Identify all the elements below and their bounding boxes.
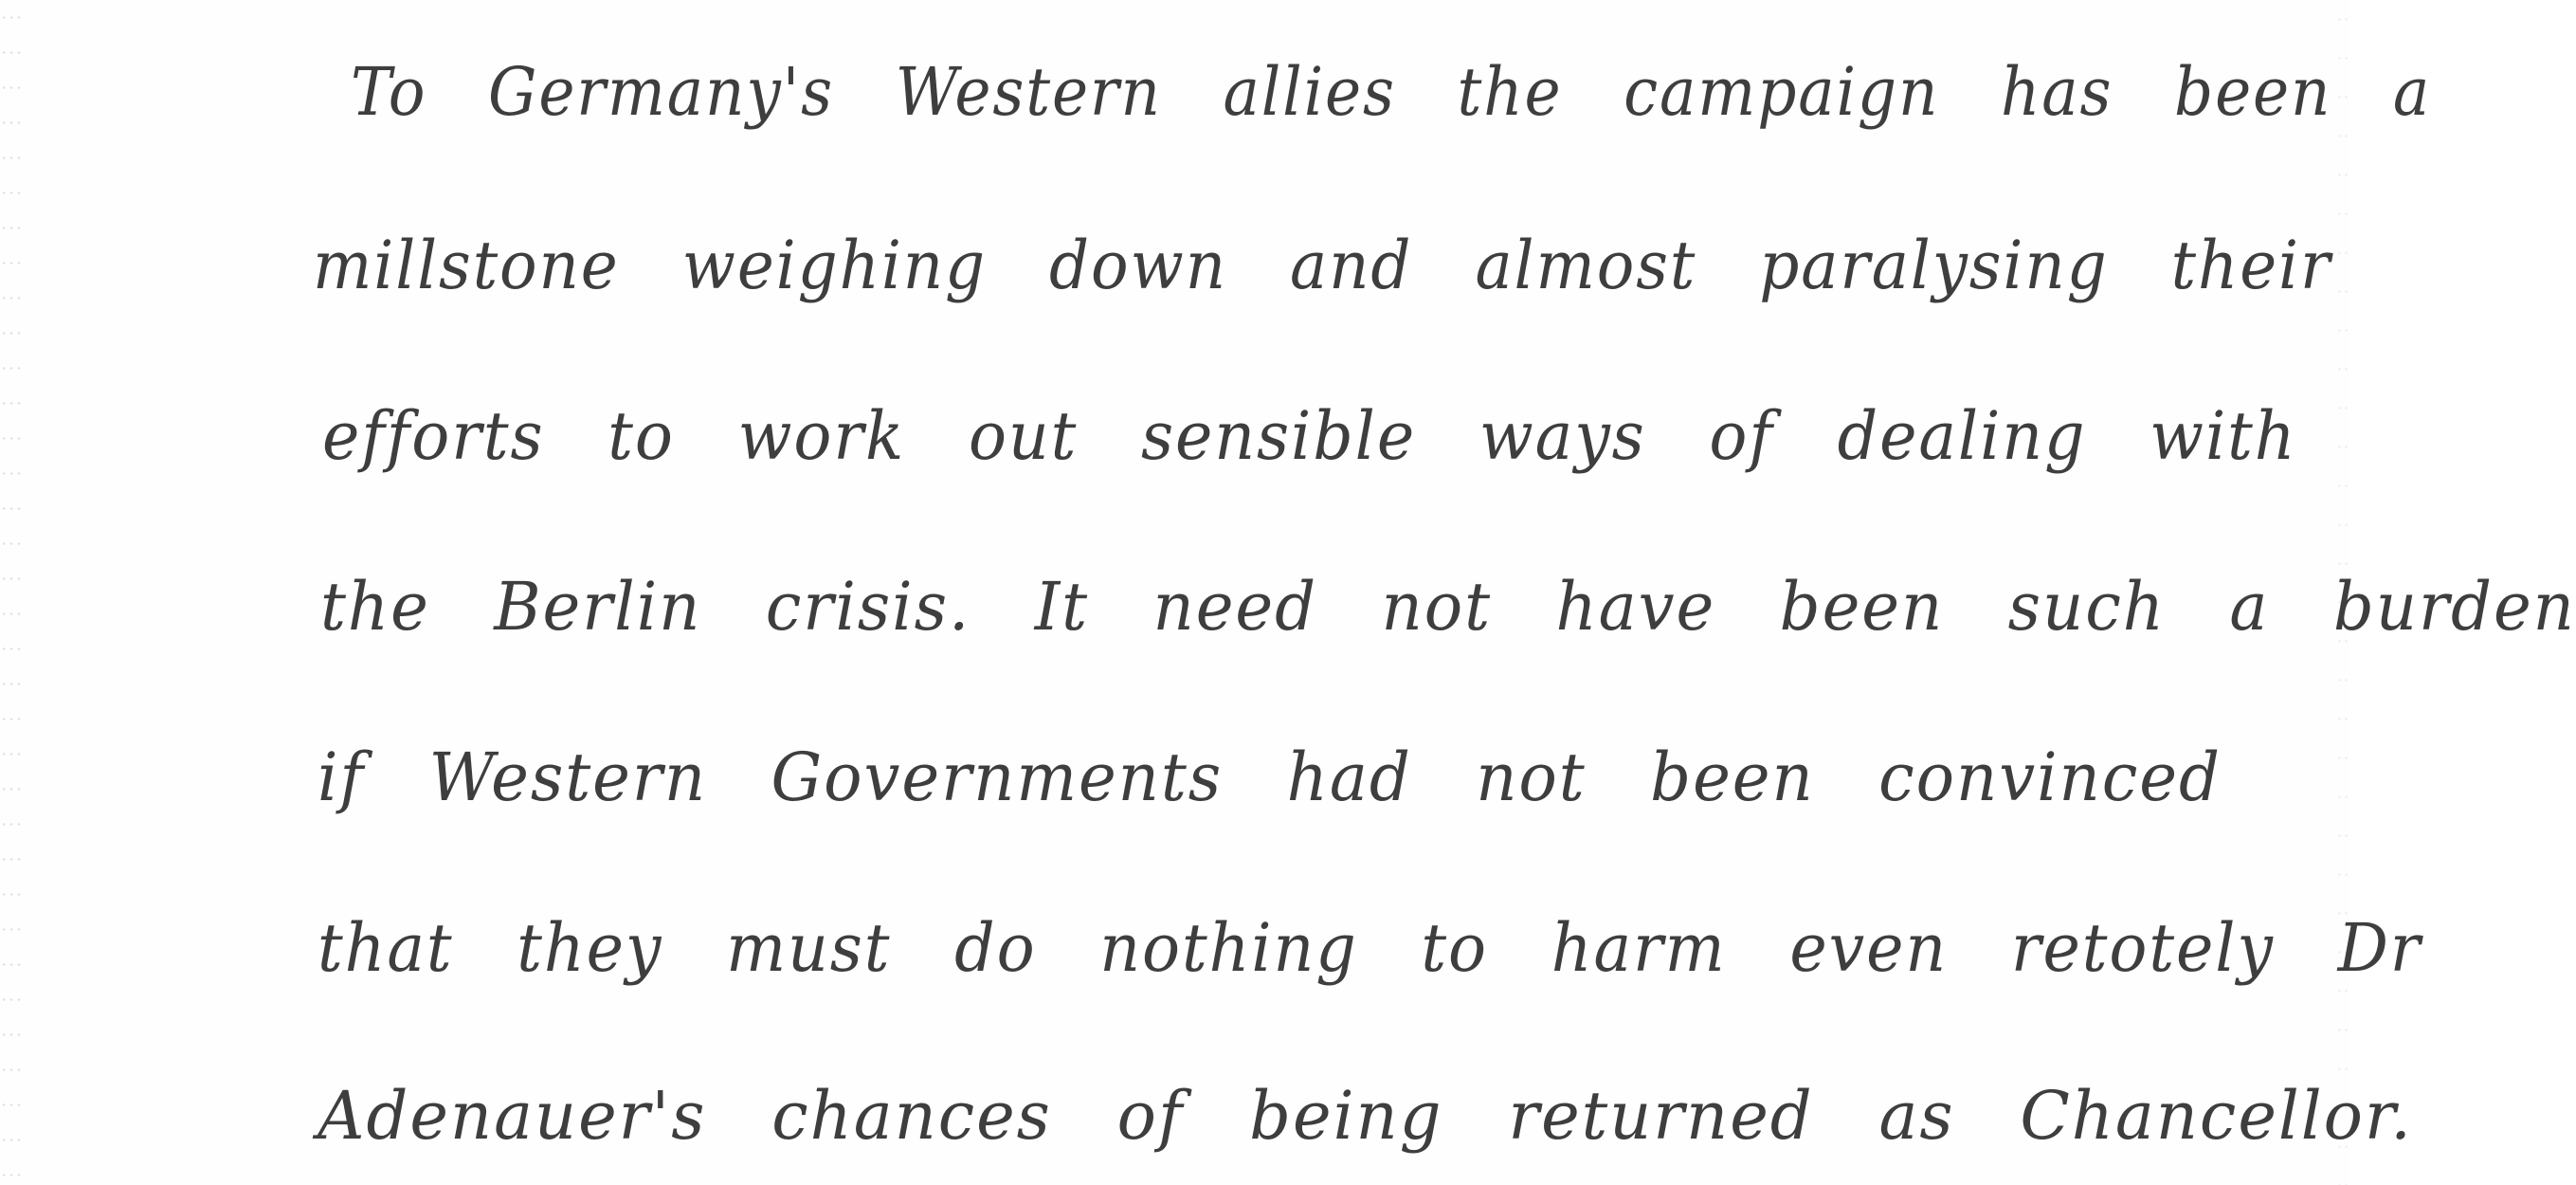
text-line-3: efforts to work out sensible ways of dealing with <box>322 397 2297 475</box>
text-line-7: Adenauer's chances of being returned as Chancellor. <box>317 1077 2413 1155</box>
text-line-5: if Western Governments had not been convinced <box>317 738 2222 816</box>
text-line-6: that they must do nothing to harm even retotely Dr <box>317 909 2422 987</box>
text-line-2: millstone weighing down and almost paralysing their <box>313 227 2332 304</box>
text-line-4: the Berlin crisis. It need not have been such a burden <box>320 568 2576 646</box>
text-line-1: To Germany's Western allies the campaign has been a <box>351 53 2432 131</box>
